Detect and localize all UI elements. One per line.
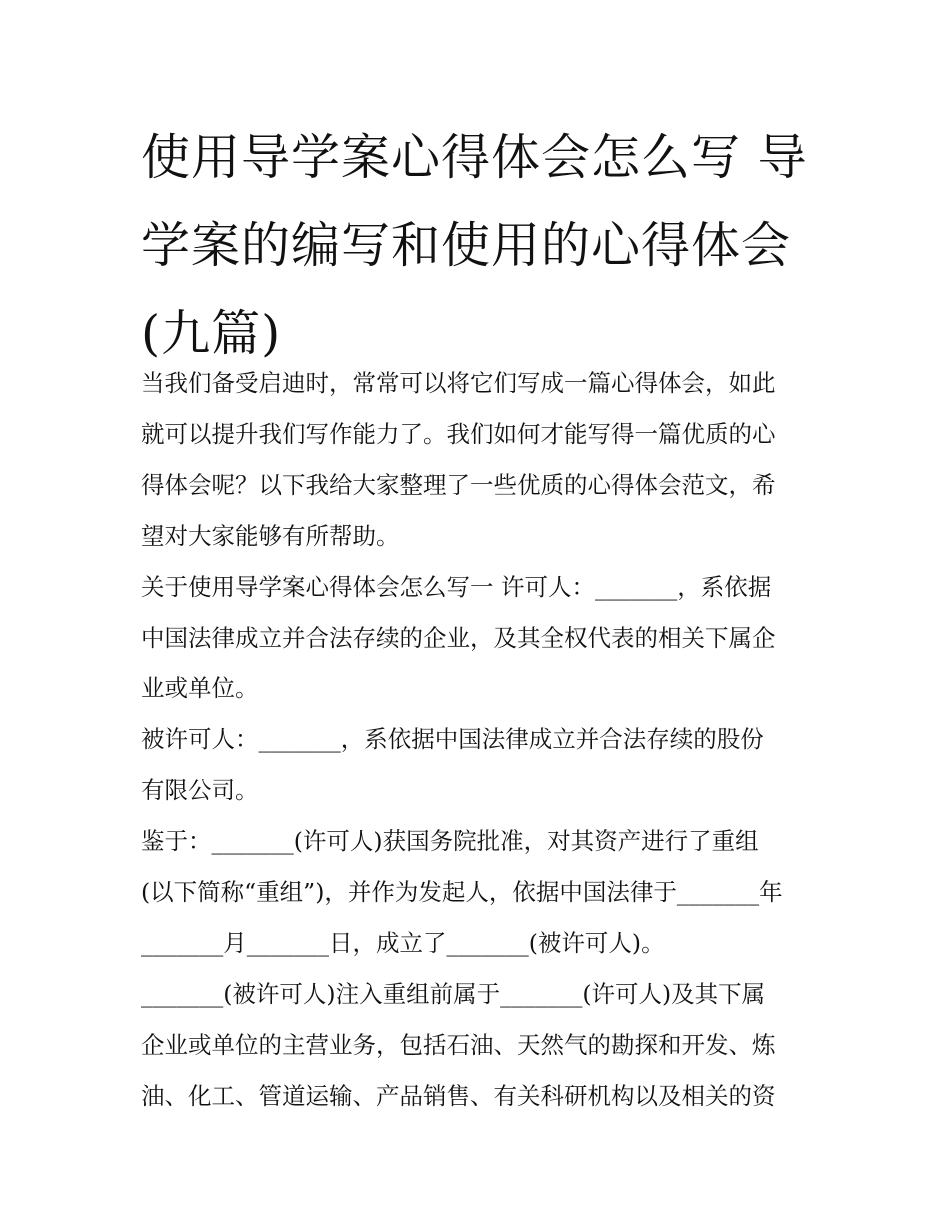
licensor-paragraph-line: 关于使用导学案心得体会怎么写一 许可人：_______，系依据 bbox=[141, 572, 772, 601]
licensee-paragraph-line: 有限公司。 bbox=[141, 776, 259, 805]
licensee-paragraph-line: 被许可人：_______，系依据中国法律成立并合法存续的股份 bbox=[141, 725, 764, 754]
licensor-paragraph-line: 业或单位。 bbox=[141, 674, 259, 703]
business-paragraph-line: 企业或单位的主营业务，包括石油、天然气的勘探和开发、炼 bbox=[141, 1030, 776, 1059]
whereas-paragraph-line: 鉴于：_______(许可人)获国务院批准，对其资产进行了重组 bbox=[141, 827, 759, 856]
document-body bbox=[141, 358, 821, 1122]
business-paragraph-line: 油、化工、管道运输、产品销售、有关科研机构以及相关的资 bbox=[141, 1081, 776, 1110]
intro-paragraph-line: 当我们备受启迪时，常常可以将它们写成一篇心得体会，如此 bbox=[141, 369, 776, 397]
whereas-paragraph-line: (以下简称“重组”)，并作为发起人，依据中国法律于_______年 bbox=[141, 878, 783, 907]
business-paragraph-line: _______(被许可人)注入重组前属于_______(许可人)及其下属 bbox=[141, 979, 766, 1008]
intro-paragraph-line: 得体会呢？以下我给大家整理了一些优质的心得体会范文，希 bbox=[141, 470, 776, 499]
title-line: 使用导学案心得体会怎么写 导 bbox=[141, 129, 808, 186]
intro-paragraph-line: 就可以提升我们写作能力了。我们如何才能写得一篇优质的心 bbox=[141, 419, 776, 448]
intro-paragraph-line: 望对大家能够有所帮助。 bbox=[141, 521, 400, 550]
whereas-paragraph-line: _______月_______日，成立了_______(被许可人)。 bbox=[141, 928, 665, 957]
title-line: 学案的编写和使用的心得体会 bbox=[141, 217, 792, 274]
licensor-paragraph-line: 中国法律成立并合法存续的企业，及其全权代表的相关下属企 bbox=[141, 623, 776, 652]
title-line: (九篇) bbox=[141, 305, 282, 362]
document-title bbox=[141, 114, 821, 378]
